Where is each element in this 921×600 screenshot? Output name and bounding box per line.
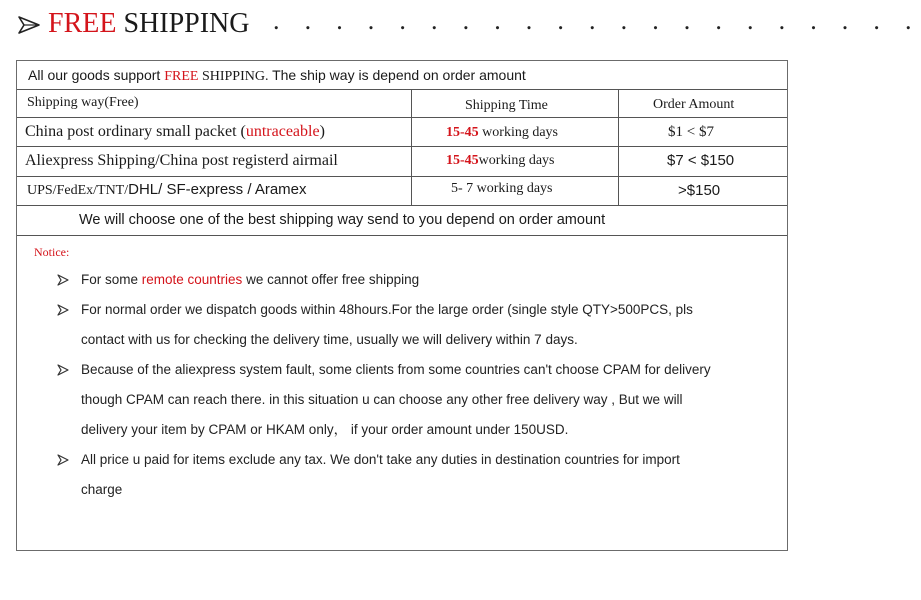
note1-suffix: we cannot offer free shipping [242,272,420,287]
row2-way: Aliexpress Shipping/China post registerd airmail [25,152,338,169]
arrow-right-icon [18,16,40,34]
table-column-divider [618,89,619,205]
notice-label: Notice: [34,245,70,259]
intro-suffix: The ship way is depend on order amount [268,67,526,83]
table-divider [17,89,787,90]
table-row [27,181,307,199]
row3-amount: >$150 [678,182,721,199]
row1-way: China post ordinary small packet ( [25,123,246,140]
note-line: All price u paid for items exclude any tax. We don't take any duties in destination countries for import [81,452,680,467]
row3-way-sf: / SF-express / Aramex [158,181,307,198]
row1-amount: $1 < $7 [668,124,714,140]
table-divider [17,146,787,147]
note-line: delivery your item by CPAM or HKAM only， if your order amount under 150USD. [81,422,569,437]
title-dots: . . . . . . . . . . . . . . . . . . . . . [273,6,921,35]
list-item [57,445,777,505]
note-line: Because of the aliexpress system fault, some clients from some countries can't choose CPAM for delivery [81,362,711,377]
notice-list [57,265,777,505]
row3-way-dhl: DHL [128,181,159,198]
header-order-amount: Order Amount [653,97,735,112]
intro-text [28,67,526,85]
table-divider [17,235,787,236]
list-item [57,295,777,355]
row2-time-text: working days [478,153,555,168]
arrow-bullet-icon [57,454,69,466]
page-title [48,8,250,40]
intro-shipping: SHIPPING. [198,69,269,84]
row2-time [446,153,555,169]
intro-free: FREE [164,69,199,84]
header-shipping-time: Shipping Time [465,98,548,113]
note-line: For normal order we dispatch goods within 48hours.For the large order (single style QTY>500PCS, pls [81,302,693,317]
table-row [25,123,325,141]
intro-prefix: All our goods support [28,67,165,83]
note-line: charge [81,482,123,497]
row2-amount: $7 < $150 [667,152,735,169]
arrow-bullet-icon [57,274,69,286]
row1-way-end: ) [319,123,325,140]
note1-prefix: For some [81,272,142,287]
row1-way-red: untraceable [245,123,320,140]
shipping-info-box [16,60,788,551]
row3-way: UPS/FedEx/TNT/ [27,183,129,198]
title-free: FREE [48,8,117,39]
header [18,6,921,46]
list-item [57,265,777,295]
table-divider [17,205,787,206]
table-footer-note: We will choose one of the best shipping way send to you depend on order amount [79,212,606,228]
title-shipping: SHIPPING [116,8,250,39]
note-line: though CPAM can reach there. in this situation u can choose any other free delivery way , But we will [81,392,683,407]
row2-time-red: 15-45 [446,153,479,168]
table-divider [17,117,787,118]
row1-time-red: 15-45 [446,125,479,140]
table-row [25,152,338,170]
row3-time: 5- 7 working days [451,181,553,196]
list-item [57,355,777,445]
row1-time-text: working days [478,125,558,140]
arrow-bullet-icon [57,304,69,316]
note1-remote-countries: remote countries [141,272,243,287]
header-shipping-way: Shipping way(Free) [27,95,139,110]
table-divider [17,176,787,177]
table-column-divider [411,89,412,205]
row1-time [446,125,558,141]
arrow-bullet-icon [57,364,69,376]
note-line: contact with us for checking the delivery time, usually we will delivery within 7 days. [81,332,578,347]
